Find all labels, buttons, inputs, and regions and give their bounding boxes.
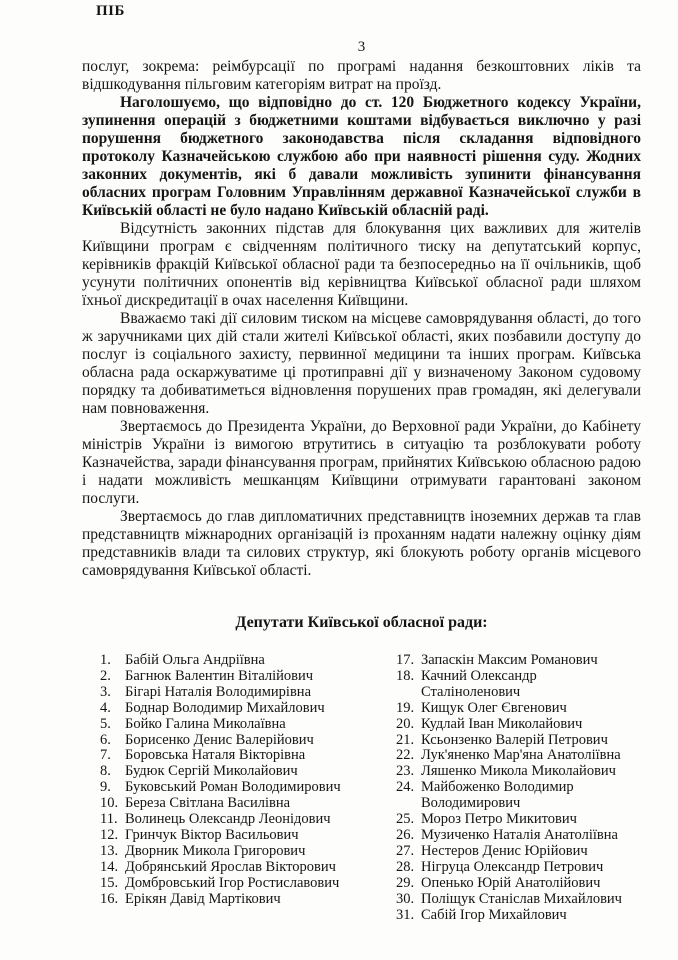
list-item-name: Боровська Наталя Вікторівна [125,747,306,764]
list-item [396,669,642,701]
deputies-column-1 [100,653,396,923]
list-item-number: 25. [396,811,415,828]
list-item-number: 4. [100,699,111,716]
list-item [396,844,642,860]
list-item [396,908,642,924]
list-item-number: 15. [100,874,119,891]
list-item [100,669,396,685]
list-item-number: 27. [396,842,415,859]
list-item-number: 23. [396,763,415,780]
list-item [396,701,642,717]
list-item-number: 12. [100,826,119,843]
list-item [100,828,396,844]
list-item-name: Будюк Сергій Миколайович [125,763,298,780]
paragraph-continuation: послуг, зокрема: реімбурсації по програмі надання безкоштовних ліків та відшкодування пільговим категоріям витрат на проїзд. [82,58,641,93]
paragraph: Звертаємось до глав дипломатичних представництв іноземних держав та глав представництв міжнародних організацій із проханням надати належну оцінку діям представників влади та силових структур, які блокують роботу органів місцевого самоврядування Київської області. [82,508,641,579]
list-item-name: Сабій Ігор Михайлович [421,906,567,923]
list-item [100,796,396,812]
list-item-name: Гринчук Віктор Васильович [125,826,299,843]
list-item-name: Нігруца Олександр Петрович [421,858,604,875]
list-item [100,780,396,796]
list-item-name: Музиченко Наталія Анатоліївна [421,826,618,843]
list-item [396,717,642,733]
list-item [100,733,396,749]
list-item-number: 30. [396,890,415,907]
page-number: 3 [357,39,366,55]
list-item [100,748,396,764]
list-item-name: Бабій Ольга Андріївна [125,652,265,668]
paragraph: Відсутність законних підстав для блокування цих важливих для жителів Київщини програм є свідченням політичного тиску на депутатський корпус, керівників фракцій Київської обласної ради та безпосередньо на її очільників, щоб усунути політичних опонентів від керівництва Київської обласної ради шляхом їхньої дискредитації в очах населення Київщини. [82,220,641,309]
list-item-number: 5. [100,715,111,732]
list-item [100,892,396,908]
list-item-number: 22. [396,747,415,764]
list-item-number: 16. [100,890,119,907]
list-item-number: 31. [396,906,415,923]
list-item-number: 9. [100,779,111,796]
list-item-number: 3. [100,683,111,700]
list-item-number: 6. [100,731,111,748]
list-item [396,876,642,892]
list-item-number: 19. [396,699,415,716]
list-item-number: 1. [100,652,111,668]
list-item [100,701,396,717]
list-item-name: Боднар Володимир Михайлович [125,699,325,716]
list-item [100,764,396,780]
header-label: ПІБ [96,3,125,19]
list-item-number: 20. [396,715,415,732]
list-item [100,812,396,828]
list-item-name: Кудлай Іван Миколайович [421,715,583,732]
paragraph: Вважаємо такі дії силовим тиском на місцеве самоврядування області, до того ж заручниками цих дій стали жителі Київської області, яких позбавили доступу до послуг із соціального захисту, первинної медицини та інших програм. Київська обласна рада оскаржуватиме ці протиправні дії у визначеному Законом судовому порядку та добиватиметься відновлення порушених прав громадян, які делегували нам повноваження. [82,310,641,417]
paragraph: Звертаємось до Президента України, до Верховної ради України, до Кабінету міністрів України із вимогою втрутитись в ситуацію та розблокувати роботу Казначейства, заради фінансування програм, прийнятих Київською обласною радою і надати можливість мешканцям Київщини отримувати гарантовані законом послуги. [82,418,641,507]
list-item-name: Ксьонзенко Валерій Петрович [421,731,608,748]
list-item-number: 11. [100,811,118,828]
list-item-name: Дворник Микола Григорович [125,842,306,859]
list-item-name: Нестеров Денис Юрійович [421,842,588,859]
list-item-name: Бойко Галина Миколаївна [125,715,286,732]
list-item-number: 24. [396,779,415,796]
list-item [100,844,396,860]
list-item-name: Лук'яненко Мар'яна Анатоліївна [421,747,621,764]
list-item-number: 2. [100,667,111,684]
list-item-name: Волинець Олександр Леонідович [125,811,331,828]
list-item-name: Буковський Роман Володимирович [125,779,341,796]
list-item [396,812,642,828]
deputies-column-2 [396,653,642,923]
deputies-list [100,653,641,923]
list-item-name: Качний Олександр Сталіноленович [421,667,537,700]
list-item-number: 10. [100,795,119,812]
list-item-name: Береза Світлана Василівна [125,795,291,812]
list-item [100,876,396,892]
list-item-name: Майбоженко Володимир Володимирович [421,779,574,812]
list-item [396,764,642,780]
list-item [396,733,642,749]
list-item-number: 14. [100,858,119,875]
document-body [82,58,641,580]
list-item [396,653,642,669]
list-item-name: Запаскін Максим Романович [421,652,598,668]
list-item-number: 29. [396,874,415,891]
paragraph-emphasis: Наголошуємо, що відповідно до ст. 120 Бюджетного кодексу України, зупинення операцій з бюджетними коштами відбувається виключно у разі порушення бюджетного законодавства після складання відповідного протоколу Казначейською службою або при наявності рішення суду. Жодних законних документів, які б давали можливість зупинити фінансування обласних програм Головним Управлінням державної Казначейської служби в Київській області не було надано Київській обласній раді. [82,94,641,219]
list-item-number: 7. [100,747,111,764]
list-item [396,892,642,908]
list-item [396,780,642,812]
list-item-name: Кищук Олег Євгенович [421,699,567,716]
list-item-number: 8. [100,763,111,780]
list-item-number: 26. [396,826,415,843]
list-item-number: 13. [100,842,119,859]
deputies-heading: Депутати Київської обласної ради: [235,614,488,631]
list-item-number: 28. [396,858,415,875]
list-item-number: 18. [396,667,415,684]
list-item [100,685,396,701]
list-item-number: 17. [396,652,415,668]
list-item-name: Ерікян Давід Мартікович [125,890,281,907]
list-item [100,860,396,876]
list-item-number: 21. [396,731,415,748]
list-item [396,748,642,764]
list-item [396,828,642,844]
list-item-name: Домбровський Ігор Ростиславович [125,874,340,891]
list-item-name: Мороз Петро Микитович [421,811,577,828]
list-item-name: Борисенко Денис Валерійович [125,731,314,748]
list-item [100,717,396,733]
list-item-name: Ляшенко Микола Миколайович [421,763,616,780]
list-item-name: Багнюк Валентин Віталійович [125,667,314,684]
list-item-name: Добрянський Ярослав Вікторович [125,858,336,875]
list-item [396,860,642,876]
list-item-name: Бігарі Наталія Володимирівна [125,683,312,700]
list-item-name: Поліщук Станіслав Михайлович [421,890,622,907]
list-item-name: Опенько Юрій Анатолійович [421,874,601,891]
list-item [100,653,396,669]
